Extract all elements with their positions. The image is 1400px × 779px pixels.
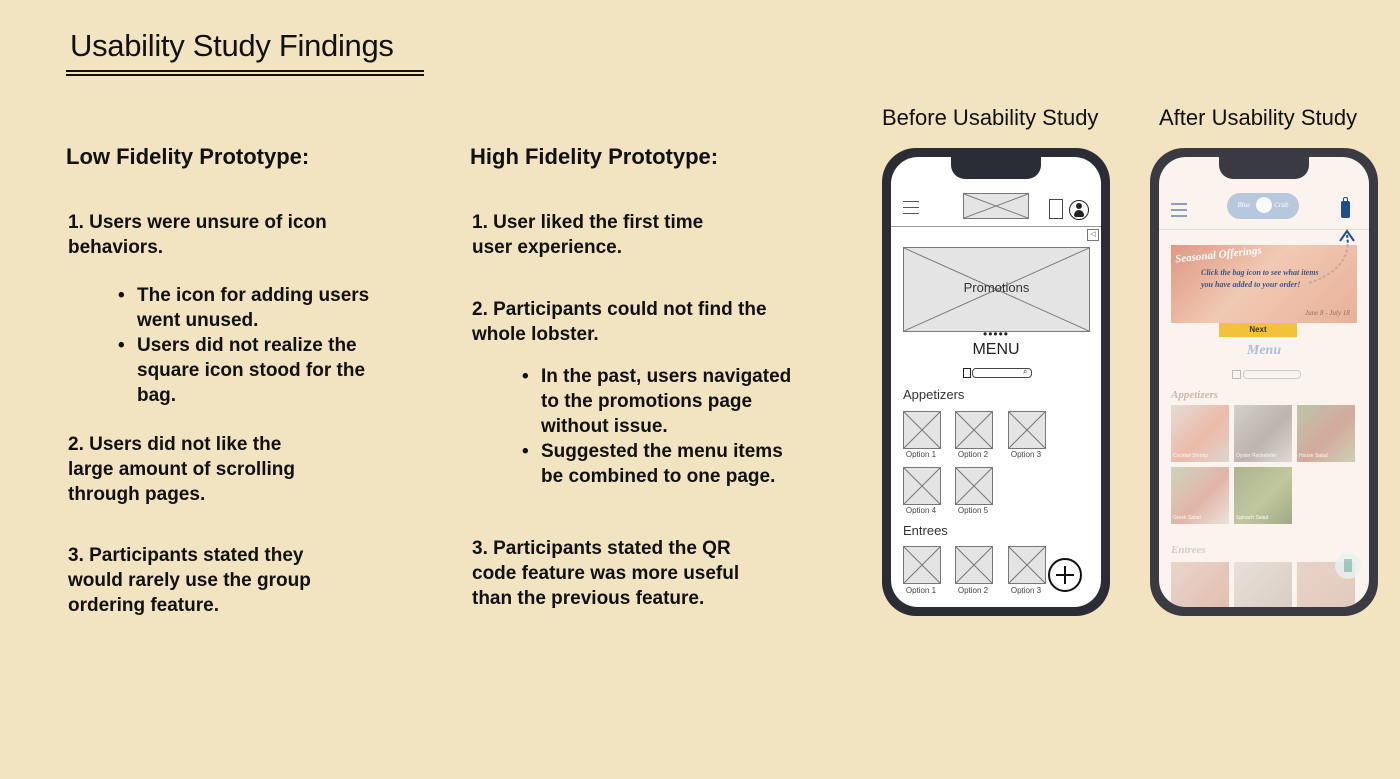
before-screen [891,157,1101,607]
title-underline-2 [66,74,424,76]
high-fi-item-2: 2. Participants could not find the whole lobster. [472,299,767,345]
bag-tooltip: Click the bag icon to see what items you have added to your order! [1201,268,1319,289]
logo-text: Blue Crab [1237,201,1289,209]
after-screen [1159,157,1369,607]
option-label: Option 4 [905,506,937,515]
option-label: Option 2 [957,450,989,459]
promo-dates: June 8 - July 18 [1305,309,1350,317]
option-label: Option 3 [1010,586,1042,595]
entrees-heading: Entrees [1171,544,1206,556]
appetizer-option-image[interactable] [903,411,941,449]
promotions-label: Promotions [963,280,1030,295]
after-phone [1150,148,1378,616]
appetizer-option-image[interactable] [955,467,993,505]
scroll-up-icon[interactable]: ◁ [1087,229,1099,241]
food-label: House Salad [1299,453,1328,459]
food-tile[interactable] [1234,405,1292,462]
search-icon[interactable]: ⌕ [1023,367,1028,376]
food-label: Greek Salad [1173,515,1201,521]
appetizer-option-image[interactable] [955,411,993,449]
entree-option-image[interactable] [955,546,993,584]
bullet-text: Suggested the menu items be combined to one page. [541,441,783,487]
phone-notch [951,157,1041,179]
before-caption: Before Usability Study [882,105,1099,130]
food-tile[interactable] [1171,467,1229,524]
high-fi-item-3: 3. Participants stated the QR code feature was more useful than the previous feature. [472,538,740,609]
bullet-text: The icon for adding users went unused. [137,285,370,331]
food-tile[interactable] [1171,562,1229,607]
low-fi-item-1: 1. Users were unsure of icon behaviors. [68,212,327,258]
low-fi-item-1-bullets [118,283,398,408]
phone-notch [1219,157,1309,179]
entree-option-image[interactable] [903,546,941,584]
food-tile[interactable] [1234,467,1292,524]
high-fi-heading: High Fidelity Prototype: [470,144,719,169]
bullet: • The icon for adding users went unused. [118,285,370,331]
food-label: Spinach Salad [1236,515,1269,521]
food-label: Cocktail Shrimp [1173,453,1209,459]
low-fi-item-3: 3. Participants stated they would rarely use the group ordering feature. [68,545,311,616]
add-plus-icon[interactable] [1048,558,1082,592]
entree-option-image[interactable] [1008,546,1046,584]
header-divider [891,226,1101,227]
menu-heading: MENU [972,341,1020,358]
bullet-text: In the past, users navigated to the promotions page without issue. [541,366,792,437]
appetizers-heading: Appetizers [1171,389,1219,401]
filter-icon[interactable] [1232,370,1241,379]
bullet: • In the past, users navigated to the promotions page without issue. [522,366,792,437]
option-label: Option 1 [905,586,937,595]
food-label: Oyster Rockefeller [1236,453,1278,459]
low-fi-item-2: 2. Users did not like the large amount of scrolling through pages. [68,434,295,505]
appetizer-option-image[interactable] [903,467,941,505]
seasonal-promo-banner[interactable] [1171,245,1357,323]
add-user-icon[interactable] [1069,200,1089,220]
bag-icon[interactable] [1341,201,1350,218]
bullet: • Suggested the menu items be combined to one page. [522,441,783,487]
high-fi-item-1: 1. User liked the first time user experience. [472,212,704,258]
bag-icon[interactable] [1049,199,1063,219]
low-fi-heading: Low Fidelity Prototype: [66,144,310,169]
option-label: Option 3 [1010,450,1042,459]
appetizers-heading: Appetizers [903,387,965,402]
high-fi-item-2-bullets [522,364,807,489]
next-button[interactable]: Next [1219,323,1297,337]
seasonal-title: Seasonal Offerings [1174,244,1263,266]
title-underline [66,70,424,72]
qr-code-icon[interactable] [1335,553,1361,579]
food-tile[interactable] [1297,405,1355,462]
entrees-heading: Entrees [903,523,948,538]
food-tile[interactable] [1234,562,1292,607]
before-phone [882,148,1110,616]
bullet: • Users did not realize the square icon stood for the bag. [118,335,366,406]
appetizer-option-image[interactable] [1008,411,1046,449]
promotions-banner[interactable] [903,247,1090,332]
bullet-text: Users did not realize the square icon stood for the bag. [137,335,366,406]
filter-icon[interactable] [963,368,971,378]
brand-logo [1227,193,1299,219]
food-tile[interactable] [1171,405,1229,462]
after-caption: After Usability Study [1159,105,1358,130]
option-label: Option 5 [957,506,989,515]
menu-heading: Menu [1246,343,1282,358]
option-label: Option 2 [957,586,989,595]
hamburger-icon[interactable] [1171,203,1187,217]
option-label: Option 1 [905,450,937,459]
logo-placeholder [963,193,1029,219]
search-input[interactable] [1243,370,1301,379]
page-title: Usability Study Findings [70,28,394,63]
carousel-dots: ••••• [983,327,1010,341]
hamburger-icon[interactable] [903,201,919,214]
